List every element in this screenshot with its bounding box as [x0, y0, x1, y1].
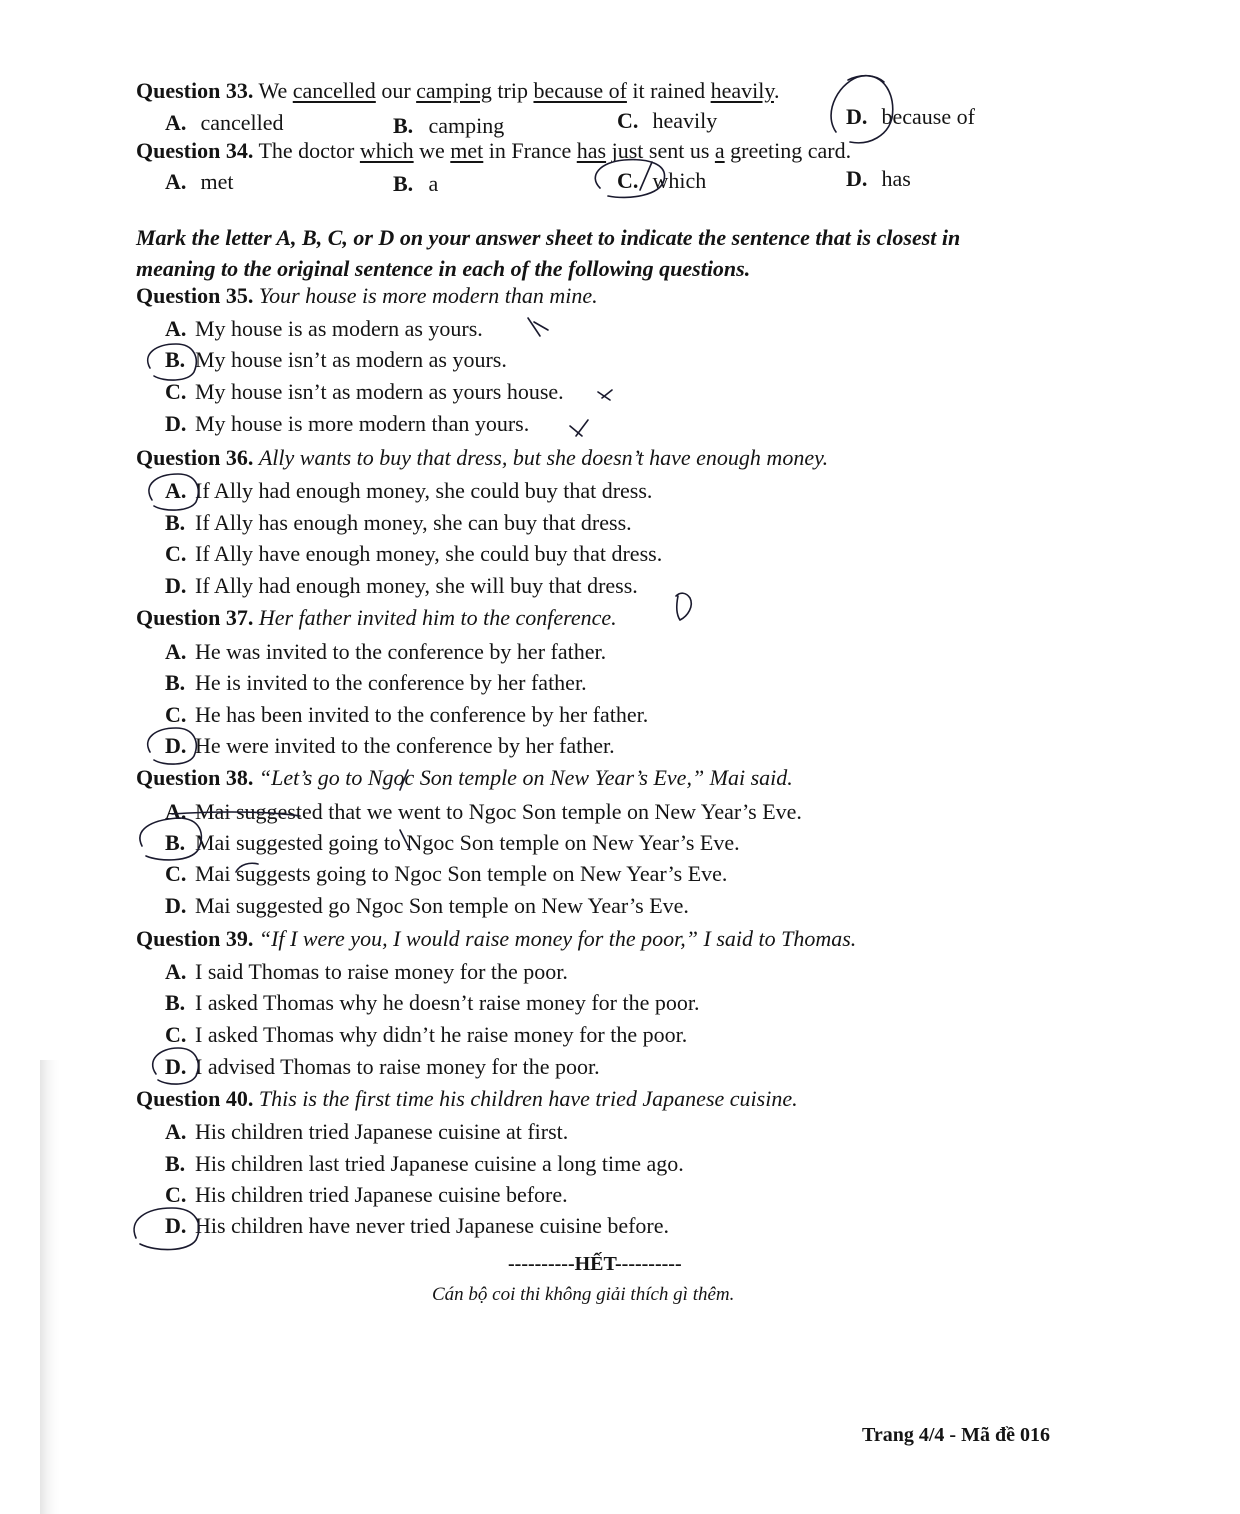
q34-option-b[interactable]	[393, 171, 438, 197]
q35-option-a[interactable]	[165, 316, 483, 342]
option-letter: A.	[165, 1119, 187, 1144]
option-text: If Ally have enough money, she could buy that dress.	[195, 541, 663, 566]
option-text: His children tried Japanese cuisine at first.	[195, 1119, 569, 1144]
option-letter: B.	[393, 171, 414, 196]
question-35-stem	[136, 285, 598, 307]
option-letter: C.	[165, 702, 187, 727]
option-text: a	[428, 171, 439, 196]
q34-part: in France	[483, 138, 577, 163]
option-letter: C.	[165, 1182, 187, 1207]
option-text: cancelled	[200, 110, 284, 135]
q38-option-c[interactable]	[165, 861, 727, 887]
option-letter: B.	[165, 510, 186, 535]
option-letter: B.	[165, 347, 186, 372]
option-text: I advised Thomas to raise money for the poor.	[195, 1054, 600, 1079]
q35-option-b[interactable]	[165, 347, 507, 373]
option-text: His children have never tried Japanese cuisine before.	[195, 1213, 670, 1238]
q34-option-d[interactable]	[846, 166, 911, 192]
option-text: My house isn’t as modern as yours.	[195, 347, 507, 372]
option-letter: D.	[165, 733, 187, 758]
option-letter: C.	[617, 108, 639, 133]
q33-underlined-camping: camping	[416, 78, 492, 103]
q36-option-b[interactable]	[165, 510, 632, 536]
question-40-label: Question 40.	[136, 1086, 254, 1111]
question-38-stem	[136, 767, 793, 789]
q39-option-c[interactable]	[165, 1022, 687, 1048]
option-text: His children last tried Japanese cuisine a long time ago.	[195, 1151, 684, 1176]
q37-option-d[interactable]	[165, 733, 615, 759]
option-letter: A.	[165, 110, 187, 135]
option-letter: D.	[165, 893, 187, 918]
option-letter: A.	[165, 316, 187, 341]
q38-option-b[interactable]	[165, 830, 740, 856]
q34-part: greeting card.	[724, 138, 852, 163]
instruction-line-1: Mark the letter A, B, C, or D on your answer sheet to indicate the sentence that is closest in	[136, 225, 961, 250]
option-letter: C.	[165, 1022, 187, 1047]
question-35-prompt: Your house is more modern than mine.	[258, 283, 598, 308]
q33-part: .	[773, 78, 780, 103]
option-text: My house is more modern than yours.	[195, 411, 530, 436]
option-text: met	[200, 169, 234, 194]
instruction-line-2: meaning to the original sentence in each of the following questions.	[136, 256, 751, 281]
option-text: I asked Thomas why he doesn’t raise money for the poor.	[195, 990, 700, 1015]
question-37-stem	[136, 607, 617, 629]
question-39-prompt: “If I were you, I would raise money for the poor,” I said to Thomas.	[258, 926, 857, 951]
option-text: Mai suggested that we went to Ngoc Son temple on New Year’s Eve.	[195, 799, 802, 824]
q33-underlined-heavily: heavily	[710, 78, 774, 103]
question-36-label: Question 36.	[136, 445, 254, 470]
option-text: If Ally had enough money, she will buy that dress.	[195, 573, 638, 598]
option-text: My house isn’t as modern as yours house.	[195, 379, 564, 404]
q34-underlined-has: has	[576, 138, 607, 163]
q33-part: trip	[491, 78, 534, 103]
option-text: because of	[881, 104, 975, 129]
option-letter: D.	[165, 573, 187, 598]
q34-underlined-a: a	[714, 138, 725, 163]
q33-part: our	[375, 78, 417, 103]
question-38-label: Question 38.	[136, 765, 254, 790]
q33-underlined-cancelled: cancelled	[292, 78, 376, 103]
option-text: camping	[428, 113, 505, 138]
option-letter: B.	[165, 1151, 186, 1176]
option-letter: C.	[165, 379, 187, 404]
pen-stroke	[848, 76, 884, 82]
option-letter: A.	[165, 478, 187, 503]
option-text: My house is as modern as yours.	[195, 316, 483, 341]
option-letter: C.	[165, 861, 187, 886]
q36-option-d[interactable]	[165, 573, 638, 599]
q33-option-c[interactable]	[617, 108, 717, 134]
q36-option-a[interactable]	[165, 478, 652, 504]
q39-option-d[interactable]	[165, 1054, 600, 1080]
option-letter: D.	[165, 411, 187, 436]
end-mark: ----------HẾT----------	[508, 1253, 682, 1275]
q34-part: just sent us	[606, 138, 715, 163]
q38-option-a[interactable]	[165, 799, 802, 825]
question-37-label: Question 37.	[136, 605, 254, 630]
option-text: If Ally had enough money, she could buy that dress.	[195, 478, 653, 503]
q36-option-c[interactable]	[165, 541, 662, 567]
q40-option-d[interactable]	[165, 1213, 669, 1239]
q39-option-a[interactable]	[165, 959, 568, 985]
question-33-label: Question 33.	[136, 78, 254, 103]
option-text: His children tried Japanese cuisine before.	[195, 1182, 568, 1207]
q40-option-c[interactable]	[165, 1182, 568, 1208]
cross-mark-q35-d	[570, 420, 588, 436]
q34-underlined-which: which	[359, 138, 414, 163]
option-text: has	[881, 166, 911, 191]
question-33-stem	[136, 80, 779, 102]
option-letter: A.	[165, 169, 187, 194]
option-letter: B.	[165, 830, 186, 855]
cross-mark-q35-a	[528, 318, 548, 336]
option-text: I asked Thomas why didn’t he raise money for the poor.	[195, 1022, 688, 1047]
option-text: I said Thomas to raise money for the poor.	[195, 959, 568, 984]
q33-part: it rained	[626, 78, 711, 103]
option-letter: A.	[165, 639, 187, 664]
question-36-prompt: Ally wants to buy that dress, but she doesn’t have enough money.	[258, 445, 829, 470]
option-text: heavily	[652, 108, 718, 133]
q33-option-d[interactable]	[846, 104, 975, 130]
question-34-stem	[136, 140, 851, 162]
option-text: He were invited to the conference by her father.	[195, 733, 615, 758]
question-34-label: Question 34.	[136, 138, 254, 163]
cross-mark-q35-c	[598, 390, 612, 400]
question-39-label: Question 39.	[136, 926, 254, 951]
option-text: He has been invited to the conference by her father.	[195, 702, 649, 727]
option-letter: D.	[846, 104, 868, 129]
option-text: If Ally has enough money, she can buy that dress.	[195, 510, 632, 535]
q34-underlined-met: met	[450, 138, 484, 163]
q38-option-d[interactable]	[165, 893, 689, 919]
option-letter: B.	[165, 990, 186, 1015]
question-40-prompt: This is the first time his children have tried Japanese cuisine.	[258, 1086, 798, 1111]
q35-option-c[interactable]	[165, 379, 564, 405]
option-text: Mai suggested going to Ngoc Son temple on New Year’s Eve.	[195, 830, 740, 855]
page-footer: Trang 4/4 - Mã đề 016	[862, 1424, 1050, 1446]
question-39-stem	[136, 928, 856, 950]
q33-part: We	[258, 78, 293, 103]
pen-stroke	[676, 593, 691, 620]
q37-option-c[interactable]	[165, 702, 648, 728]
q35-option-d[interactable]	[165, 411, 529, 437]
option-letter: D.	[165, 1213, 187, 1238]
option-letter: A.	[165, 799, 187, 824]
question-37-prompt: Her father invited him to the conference.	[258, 605, 617, 630]
question-40-stem	[136, 1088, 798, 1110]
q33-option-b[interactable]	[393, 113, 504, 139]
option-letter: C.	[165, 541, 187, 566]
q34-part: we	[413, 138, 451, 163]
option-text: Mai suggested go Ngoc Son temple on New Year’s Eve.	[195, 893, 689, 918]
option-letter: A.	[165, 959, 187, 984]
option-letter: D.	[165, 1054, 187, 1079]
q39-option-b[interactable]	[165, 990, 699, 1016]
q34-option-a[interactable]	[165, 169, 234, 195]
end-note: Cán bộ coi thi không giải thích gì thêm.	[432, 1284, 735, 1305]
q34-part: The doctor	[258, 138, 360, 163]
option-letter: C.	[617, 168, 639, 193]
option-text: which	[652, 168, 707, 193]
q34-option-c[interactable]	[617, 168, 706, 194]
option-text: He was invited to the conference by her father.	[195, 639, 607, 664]
question-38-prompt: “Let’s go to Ngoc Son temple on New Year’s Eve,” Mai said.	[258, 765, 793, 790]
q40-option-a[interactable]	[165, 1119, 568, 1145]
option-letter: B.	[165, 670, 186, 695]
question-35-label: Question 35.	[136, 283, 254, 308]
q33-option-a[interactable]	[165, 110, 284, 136]
option-letter: D.	[846, 166, 868, 191]
option-text: He is invited to the conference by her father.	[195, 670, 587, 695]
q37-option-b[interactable]	[165, 670, 587, 696]
option-text: Mai suggests going to Ngoc Son temple on New Year’s Eve.	[195, 861, 728, 886]
q37-option-a[interactable]	[165, 639, 606, 665]
q33-underlined-because-of: because of	[533, 78, 627, 103]
option-letter: B.	[393, 113, 414, 138]
q40-option-b[interactable]	[165, 1151, 684, 1177]
question-36-stem	[136, 447, 828, 469]
